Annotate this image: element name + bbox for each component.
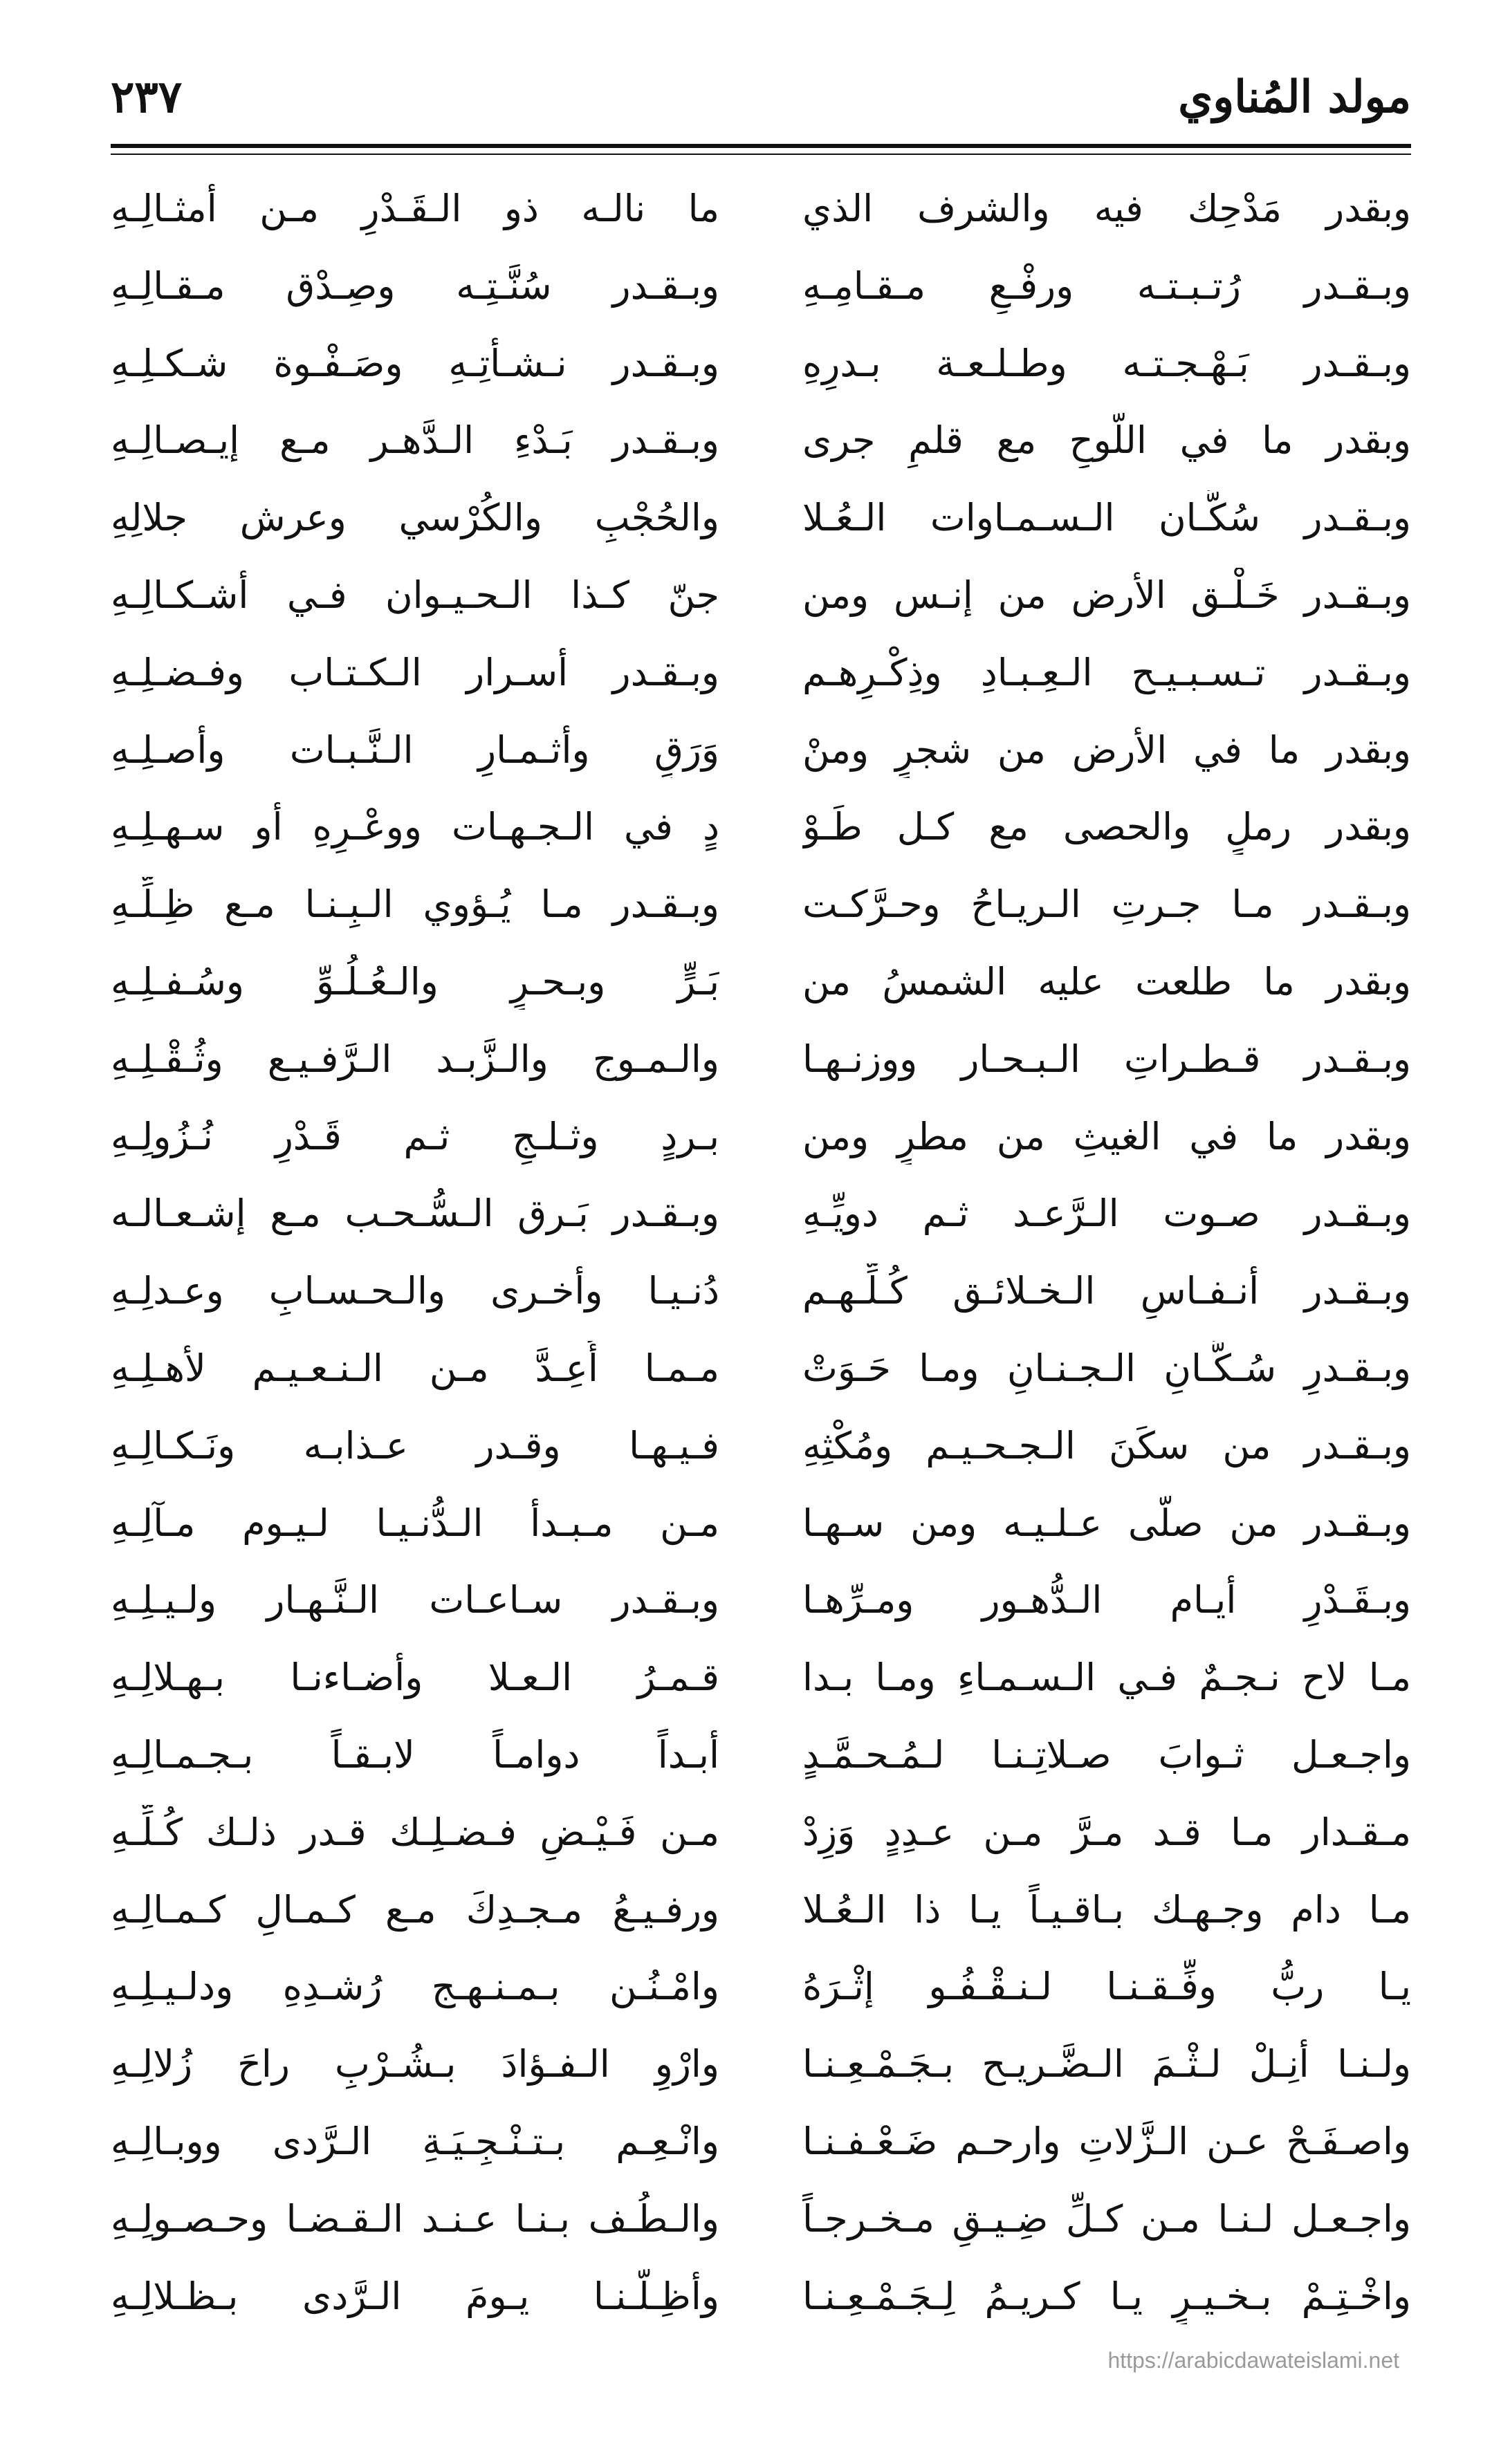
page-header (111, 66, 1411, 142)
verse (111, 946, 1411, 1023)
verse-first-hemistich: مـقـدار مـا قـد مـرَّ مـن عـدِدٍ وَزِدْ (802, 1810, 1411, 1854)
verse (111, 1178, 1411, 1255)
verse-first-hemistich: وبقدر مَدْحِك فيه والشرف الذي (802, 187, 1411, 230)
verse-first-hemistich: وبـقـدر خَـلْـق الأرض من إنـس ومن (802, 573, 1411, 617)
verse-second-hemistich: دٍ في الـجـهـات ووعْـرِهِ أو سـهـلِـهِ (111, 805, 719, 849)
verse (111, 1023, 1411, 1101)
verse-first-hemistich: وبـقـدر أنـفـاسِ الـخـلائـق كُـلِّـهـم (802, 1269, 1411, 1313)
verse (111, 250, 1411, 328)
verse (111, 2183, 1411, 2261)
verse-second-hemistich: ورفـيـعُ مـجـدِكَ مـع كـمـالِ كـمـالِـهِ (111, 1887, 719, 1932)
verse-first-hemistich: وبقدر رملٍ والحصى مع كـل طَـوْ (802, 805, 1411, 849)
verse-second-hemistich: وانْـعِـم بـتـنْـجِـيَـةِ الـرَّدى ووبـالِـهِ (111, 2119, 719, 2163)
verse-first-hemistich: وبـقـدر صـوت الـرَّعـد ثـم دويِّـهِ (802, 1192, 1411, 1236)
verse (111, 714, 1411, 792)
book-title: مولد المُناوي (1178, 71, 1411, 123)
verse-first-hemistich: وبـقـدر من سكَنَ الـجـحـيـم ومُكْثِهِ (802, 1423, 1411, 1467)
verse-first-hemistich: وبقدر ما في اللَّوحِ مع قلمٍ جرى (802, 418, 1411, 463)
verse-second-hemistich: دُنـيـا وأخـرى والـحـسـابِ وعـدلِـهِ (111, 1269, 719, 1313)
verse-first-hemistich: وبـقـدر من صلَّى عـلـيـه ومن سـهـا (802, 1501, 1411, 1545)
verse (111, 1488, 1411, 1565)
verse-second-hemistich: وامْـنُـن بـمـنـهـج رُشـدِهِ ودلـيـلِـهِ (111, 1965, 719, 2009)
verse (111, 637, 1411, 714)
verse (111, 1719, 1411, 1797)
verse (111, 328, 1411, 405)
verse-second-hemistich: أبـداً دوامـاً لابـقـاً بـجـمـالِـهِ (111, 1732, 719, 1777)
verse-second-hemistich: مـن فَـيْـضِ فـضـلِـك قـدر ذلـك كُـلِّـهِ (111, 1810, 719, 1854)
verse-second-hemistich: وبـقـدر سـاعـات الـنَّـهـار ولـيـلِـهِ (111, 1578, 719, 1622)
verse-first-hemistich: واجـعـل لـنـا مـن كـلِّ ضِـيـقٍ مـخـرجـاً (802, 2196, 1411, 2241)
verse (111, 2106, 1411, 2183)
verse-second-hemistich: وبـقـدر بَـدْءِ الـدَّهـر مـع إيـصـالِـهِ (111, 418, 719, 463)
verse (111, 791, 1411, 869)
header-rule (111, 144, 1411, 148)
verse-second-hemistich: مـن مـبـدأ الـدُّنـيـا لـيـوم مـآلِـهِ (111, 1501, 719, 1545)
verse-second-hemistich: وبـقـدر سُنَّـتِـه وصِـدْق مـقـالِـهِ (111, 263, 719, 308)
verse-second-hemistich: جنّ كـذا الـحـيـوان فـي أشـكـالِـهِ (111, 573, 719, 617)
verse-first-hemistich: وبقدر ما في الغيثِ من مطرٍ ومن (802, 1114, 1411, 1158)
verse (111, 173, 1411, 250)
verse-second-hemistich: قـمـرُ الـعـلا وأضـاءنـا بـهـلالِـهِ (111, 1656, 719, 1700)
verse-first-hemistich: وبـقـدر تـسـبـيـح الـعِـبـادِ وذِكْـرِهـم (802, 650, 1411, 694)
verse-first-hemistich: وبـقـدر قـطـراتِ الـبـحـار ووزنـهـا (802, 1037, 1411, 1081)
verse-first-hemistich: واجـعـل ثـوابَ صـلاتِـنـا لـمُـحـمَّـدٍ (802, 1732, 1411, 1777)
verse-first-hemistich: واخْـتِـمْ بـخـيـرٍ يـا كـريـمُ لِـجَـمْـعِـنـا (802, 2274, 1411, 2318)
verse (111, 482, 1411, 559)
verse-first-hemistich: وبقدر ما في الأرض من شجرٍ ومنْ (802, 728, 1411, 772)
verse (111, 405, 1411, 482)
verse (111, 869, 1411, 946)
verse-second-hemistich: والحُجْبِ والكُرْسي وعرش جلالِهِ (111, 496, 719, 540)
verse-first-hemistich: واصـفَـحْ عـن الـزَّلاتِ وارحـم ضَـعْـفـنـا (802, 2119, 1411, 2163)
verse-second-hemistich: بـردٍ وثـلـجٍ ثـم قَـدْرِ نُـزُولِـهِ (111, 1114, 719, 1158)
verse (111, 1255, 1411, 1333)
verse (111, 1951, 1411, 2028)
verse-second-hemistich: وارْوِ الـفـؤادَ بـشُـرْبِ راحَ زُلالِـهِ (111, 2042, 719, 2086)
verse (111, 1333, 1411, 1410)
verse-first-hemistich: وبـقـدر بَـهْـجـتـه وطـلـعـة بـدرِهِ (802, 341, 1411, 385)
verse-second-hemistich: فـيـهـا وقـدر عـذابـه ونَـكـالِـهِ (111, 1423, 719, 1467)
verse-second-hemistich: مـمـا أُعِـدَّ مـن الـنـعـيـم لأهـلِـهِ (111, 1346, 719, 1390)
verse (111, 1410, 1411, 1488)
verse-first-hemistich: ولـنـا أنِـلْ لـثْـمَ الـضَّـريـح بـجَـمْـعِـنـا (802, 2042, 1411, 2086)
verse-first-hemistich: مـا دام وجـهـك بـاقـيـاً يـا ذا الـعُـلا (802, 1887, 1411, 1932)
verse-first-hemistich: وبـقـدر رُتـبـتـه ورفْـعِ مـقـامِـهِ (802, 263, 1411, 308)
page-number: ٢٣٧ (111, 71, 183, 123)
verse (111, 1564, 1411, 1642)
verse-first-hemistich: يـا ربُّ وفِّـقـنـا لـنـقْـفُـو إثْـرَهُ (802, 1965, 1411, 2009)
verse (111, 1874, 1411, 1952)
verse (111, 1101, 1411, 1178)
verse-second-hemistich: وأظِـلَّـنـا يـومَ الـرَّدى بـظـلالِـهِ (111, 2274, 719, 2318)
verse (111, 1797, 1411, 1874)
verse-first-hemistich: وبـقـدر مـا جـرتِ الـريـاحُ وحـرَّكـت (802, 882, 1411, 927)
verse-second-hemistich: والـمـوج والـزَّبـد الـرَّفـيـع وثُـقْـلِـهِ (111, 1037, 719, 1081)
source-watermark: https://arabicdawateislami.net (1107, 2348, 1399, 2373)
poem-body (111, 173, 1411, 2337)
header-rule-thin (111, 154, 1411, 155)
verse-second-hemistich: وبـقـدر أسـرار الـكـتـاب وفـضـلِـهِ (111, 650, 719, 694)
verse-second-hemistich: وَرَقٍ وأثـمـارِ الـنَّـبـات وأصـلِـهِ (111, 728, 719, 772)
verse-second-hemistich: وبـقـدر بَـرق الـسُّـحـب مـع إشـعـالـه (111, 1192, 719, 1236)
verse (111, 2261, 1411, 2338)
verse-second-hemistich: ما نالـه ذو الـقَـدْرِ مـن أمثـالِـهِ (111, 187, 719, 230)
verse-first-hemistich: وبـقَـدْرِ أيـام الـدُّهـور ومـرِّهـا (802, 1578, 1411, 1622)
verse-first-hemistich: وبقدر ما طلعت عليه الشمسُ من (802, 959, 1411, 1003)
verse-second-hemistich: والـطُـف بـنـا عـنـد الـقـضـا وحـصـولِـهِ (111, 2196, 719, 2241)
verse-second-hemistich: وبـقـدر مـا يُـؤوي الـبِـنـا مـع ظِـلِّـهِ (111, 882, 719, 927)
verse-first-hemistich: وبـقـدرِ سُـكَّـانِ الـجـنـانِ ومـا حَـوَتْ (802, 1346, 1411, 1390)
verse-second-hemistich: وبـقـدر نـشـأتِـهِ وصَـفْـوة شـكـلِـهِ (111, 341, 719, 385)
verse-second-hemistich: بَـرٍّ وبـحـرٍ والـعُـلُـوِّ وسُـفـلِـهِ (111, 959, 719, 1003)
verse-first-hemistich: وبـقـدر سُكَّـان الـسـمـاوات الـعُـلا (802, 496, 1411, 540)
verse (111, 2028, 1411, 2106)
verse-first-hemistich: مـا لاح نـجـمٌ فـي الـسـمـاءِ ومـا بـدا (802, 1656, 1411, 1700)
verse (111, 559, 1411, 637)
verse (111, 1642, 1411, 1719)
